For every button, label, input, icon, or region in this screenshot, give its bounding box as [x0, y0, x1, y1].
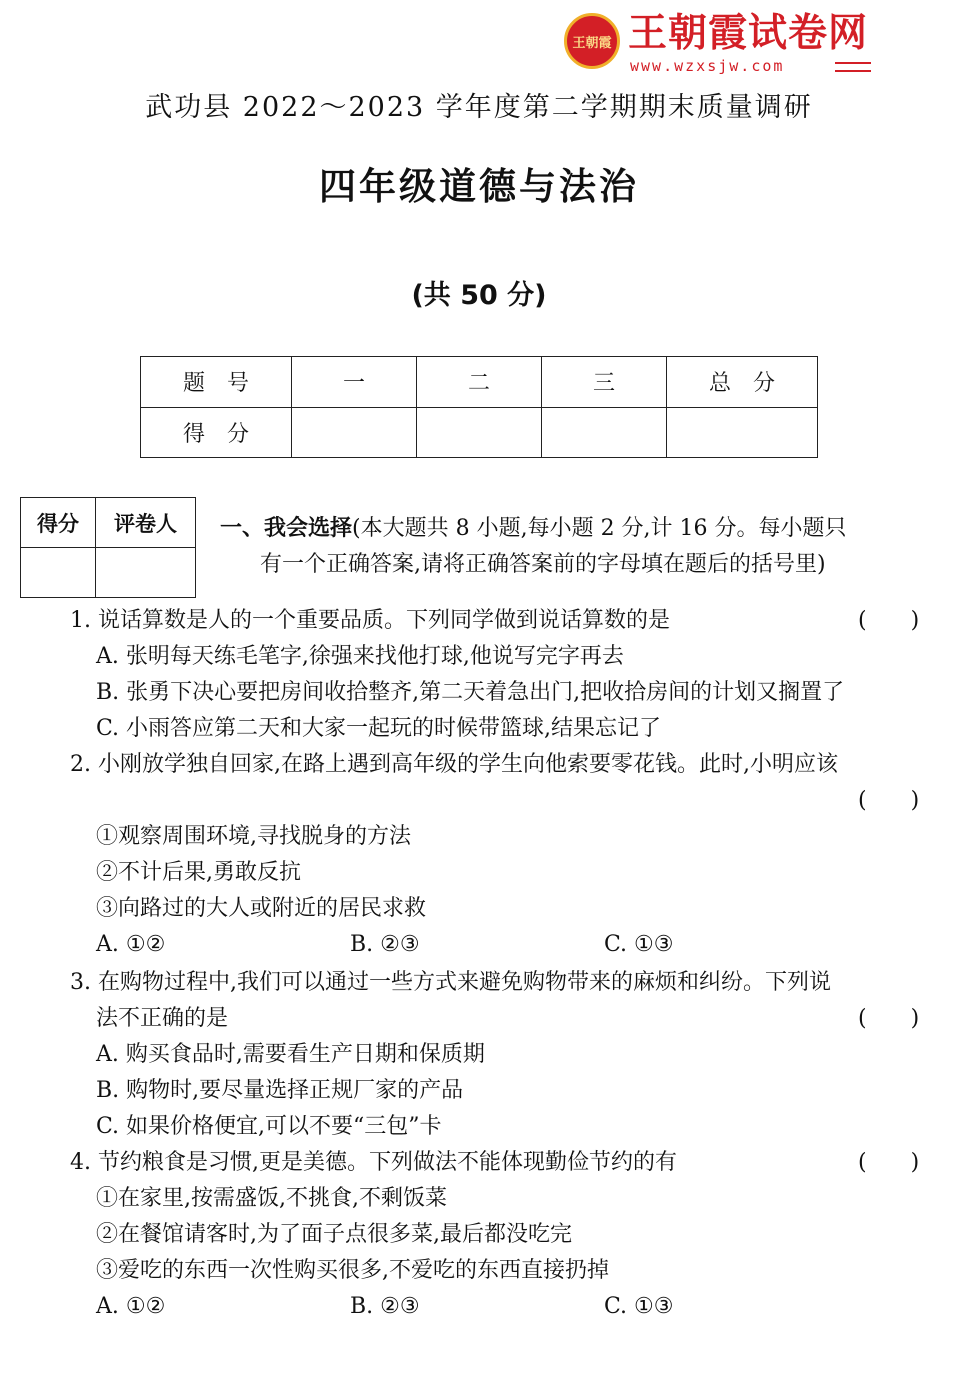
- score-blank: [542, 407, 667, 458]
- score-blank: [417, 407, 542, 458]
- answer-blank[interactable]: ( ): [858, 1150, 920, 1175]
- exam-title: 武功县 2022～2023 学年度第二学期期末质量调研: [145, 92, 813, 123]
- grader-blank: [21, 548, 96, 598]
- answer-blank[interactable]: ( ): [858, 608, 920, 633]
- question-3-option-b: B. 购物时,要尽量选择正规厂家的产品: [96, 1078, 464, 1103]
- question-3-option-c: C. 如果价格便宜,可以不要“三包”卡: [96, 1114, 442, 1139]
- score-table: [140, 356, 818, 458]
- section1-lead: 一、我会选择: [220, 516, 353, 541]
- subject-title: 四年级道德与法治: [319, 165, 639, 208]
- question-2-option-a: A. ①②: [96, 932, 166, 957]
- question-4-stem: 4. 节约粮食是习惯,更是美德。下列做法不能体现勤俭节约的有: [70, 1150, 677, 1175]
- question-1-option-b: B. 张勇下决心要把房间收拾整齐,第二天着急出门,把收拾房间的计划又搁置了: [96, 680, 845, 705]
- score-table-score-row: [141, 407, 818, 458]
- score-table-header-row: [141, 357, 818, 408]
- logo-brand-text: 王朝霞试卷网: [628, 11, 869, 56]
- question-3-option-a: A. 购买食品时,需要看生产日期和保质期: [96, 1042, 485, 1067]
- question-1-option-a: A. 张明每天练毛笔字,徐强来找他打球,他说写完字再去: [96, 644, 624, 669]
- grader-table: [20, 497, 196, 598]
- question-1-stem: 1. 说话算数是人的一个重要品质。下列同学做到说话算数的是: [70, 608, 670, 633]
- logo-url: www.wzxsjw.com: [630, 57, 785, 75]
- total-score: (共 50 分): [411, 280, 547, 311]
- section1-instruction-2: 有一个正确答案,请将正确答案前的字母填在题后的括号里): [260, 552, 826, 577]
- question-2-item-1: ①观察周围环境,寻找脱身的方法: [96, 824, 411, 849]
- grader-blank: [96, 548, 196, 598]
- question-2-stem: 2. 小刚放学独自回家,在路上遇到高年级的学生向他索要零花钱。此时,小明应该: [70, 752, 838, 777]
- score-blank: [667, 407, 818, 458]
- question-4-item-3: ③爱吃的东西一次性购买很多,不爱吃的东西直接扔掉: [96, 1258, 609, 1283]
- question-4-option-a: A. ①②: [96, 1294, 166, 1319]
- answer-blank[interactable]: ( ): [858, 1006, 920, 1031]
- decorative-lines-icon: [835, 62, 871, 72]
- question-4-item-2: ②在餐馆请客时,为了面子点很多菜,最后都没吃完: [96, 1222, 572, 1247]
- question-3-stem: 3. 在购物过程中,我们可以通过一些方式来避免购物带来的麻烦和纠纷。下列说: [70, 970, 831, 995]
- question-4-option-c: C. ①③: [604, 1294, 674, 1319]
- question-2-option-c: C. ①③: [604, 932, 674, 957]
- score-cell-section1: 一: [292, 357, 417, 408]
- score-cell-section3: 三: [542, 357, 667, 408]
- score-cell-total: 总 分: [667, 357, 818, 408]
- score-row-label: 得 分: [141, 407, 292, 458]
- score-blank: [292, 407, 417, 458]
- section1-heading: [220, 511, 940, 583]
- answer-blank[interactable]: ( ): [858, 788, 920, 813]
- question-2-option-b: B. ②③: [350, 932, 420, 957]
- question-1-option-c: C. 小雨答应第二天和大家一起玩的时候带篮球,结果忘记了: [96, 716, 662, 741]
- section1-instruction-1: (本大题共 8 小题,每小题 2 分,计 16 分。每小题只: [352, 516, 847, 541]
- grader-name-label: 评卷人: [96, 498, 196, 548]
- grader-score-label: 得分: [21, 498, 96, 548]
- site-logo: [562, 10, 872, 76]
- question-2-item-2: ②不计后果,勇敢反抗: [96, 860, 301, 885]
- question-4-option-b: B. ②③: [350, 1294, 420, 1319]
- question-2-item-3: ③向路过的大人或附近的居民求救: [96, 896, 427, 921]
- seal-icon: 王朝霞: [564, 13, 620, 69]
- question-3-stem-cont: 法不正确的是: [96, 1006, 229, 1031]
- question-4-item-1: ①在家里,按需盛饭,不挑食,不剩饭菜: [96, 1186, 447, 1211]
- score-cell-section2: 二: [417, 357, 542, 408]
- score-cell-label: 题 号: [141, 357, 292, 408]
